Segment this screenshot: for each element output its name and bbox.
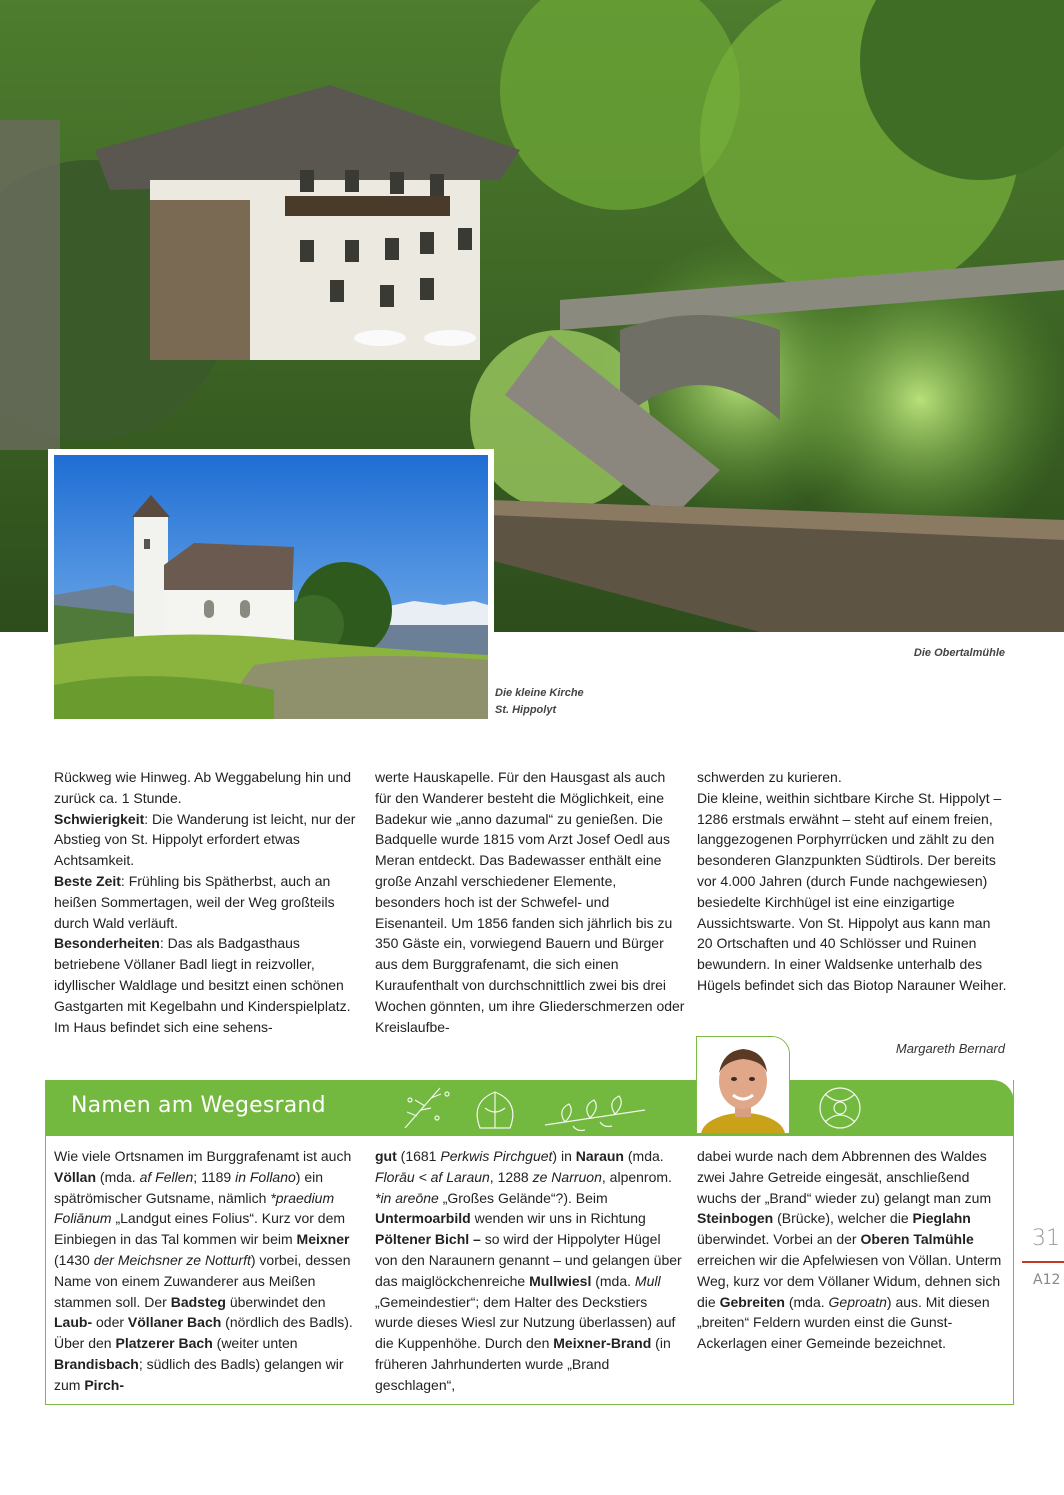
- article-column-3: [697, 767, 1009, 996]
- article-column-1: [54, 767, 359, 1037]
- historic-form: af Fellen: [139, 1168, 194, 1185]
- place-name: Pirch-: [84, 1376, 125, 1393]
- box-title: Namen am Wegesrand: [71, 1093, 326, 1118]
- article-label: Schwierigkeit: [54, 810, 145, 827]
- place-name: Badsteg: [170, 1293, 226, 1310]
- article-column-1-paragraph: Rückweg wie Hinweg. Ab Weggabelung hin und zurück ca. 1 Stunde.: [54, 769, 352, 806]
- place-name: Völlaner Bach: [127, 1314, 222, 1331]
- place-name: Meixner: [296, 1231, 350, 1248]
- article-column-2-text: werte Hauskapelle. Für den Hausgast als auch für den Wanderer besteht die Möglichkeit, eine Badekur wie „anno dazumal“ zu genießen. Die Badquelle wurde 1815 vom Arzt Josef Oedl aus Meran entdeckt. Das Badewasser enthält eine große Anzahl verschiedener Elemente, besonders hoch ist der Schwefel- und Eisenanteil. Um 1856 fanden sich jährlich bis zu 350 Gäste ein, vorwiegend Bauern und Bürger aus dem Burggrafenamt, die sich einen Kuraufenthalt von durchschnittlich zwei bis drei Wochen gönnten, um ihre Gliederschmerzen oder Kreislaufbe-: [375, 769, 685, 1035]
- box-column-2: [375, 1146, 687, 1396]
- place-name: Völlan: [54, 1168, 97, 1185]
- article-column-1-paragraph: Besonderheiten: Das als Badgasthaus betriebene Völlaner Badl liegt in reizvoller, idyllischer Waldlage und besitzt einen schönen Gastgarten mit Kegelbahn und Kinderspielplatz. Im Haus befindet sich eine sehens-: [54, 935, 351, 1035]
- author-name: Margareth Bernard: [895, 1041, 1005, 1056]
- place-name: Pieglahn: [912, 1210, 971, 1227]
- author-portrait: [696, 1036, 790, 1134]
- place-name: Brandisbach: [54, 1355, 139, 1372]
- historic-form: Perkwis Pirchguet: [440, 1148, 553, 1164]
- box-paragraph: dabei wurde nach dem Abbrennen des Waldes zwei Jahre Getreide eingesät, anschließend wuchs der „Brand“ wieder zu) gelangt man zum Steinbogen (Brücke), welcher die Pieglahn überwindet. Vorbei an der Oberen Talmühle erreichen wir die Apfelwiesen von Völlan. Unterm Weg, kurz vor dem Völlaner Widum, dehnen sich die Gebreiten (mda. Geproatn) aus. Mit diesen „breiten“ Feldern wurden einst die Gunst-Ackerlagen einer Gemeinde bezeichnet.: [697, 1148, 1002, 1352]
- place-name: Meixner-Brand: [553, 1335, 652, 1352]
- historic-form: ze Narruon: [532, 1168, 602, 1185]
- inset-photo-st-hippolyt: [54, 455, 488, 719]
- article-label: Besonderheiten: [54, 935, 160, 952]
- historic-form: in Follano: [235, 1168, 296, 1185]
- article-column-1-paragraph: Schwierigkeit: Die Wanderung ist leicht, nur der Abstieg von St. Hippolyt erfordert etwas Achtsamkeit.: [54, 810, 356, 869]
- place-name: Pöltener Bichl –: [375, 1231, 481, 1248]
- inset-caption-line1: Die kleine Kirche: [495, 687, 584, 699]
- inset-photo-frame: [48, 449, 494, 725]
- inset-caption: [495, 685, 584, 719]
- article-label: Beste Zeit: [54, 872, 121, 889]
- page-number: 31: [1032, 1226, 1060, 1251]
- article-column-2: [375, 767, 685, 1037]
- box-column-1: [54, 1146, 362, 1396]
- place-name: Gebreiten: [719, 1293, 785, 1310]
- historic-form: der Meichsner ze Notturft: [93, 1251, 251, 1268]
- place-name: Platzerer Bach: [115, 1335, 213, 1352]
- page-code: A12: [1033, 1272, 1061, 1288]
- place-name: Oberen Talmühle: [860, 1231, 974, 1248]
- historic-form: Mull: [634, 1272, 661, 1289]
- article-column-3-p1: schwerden zu kurieren.: [697, 769, 842, 785]
- historic-form: *in areōne: [375, 1189, 439, 1206]
- place-name: Steinbogen: [697, 1210, 774, 1227]
- historic-form: Florāu < af Laraun: [375, 1168, 490, 1185]
- box-paragraph: Wie viele Ortsnamen im Burggrafenamt ist auch Völlan (mda. af Fellen; 1189 in Follano) ein spätrömischer Gutsname, nämlich *praedium Foliānum „Landgut eines Folius“. Kurz vor dem Einbiegen in das Tal kommen wir beim Meixner (1430 der Meichsner ze Notturft) vorbei, dessen Name von einem Zuwanderer aus Meißen stammen soll. Der Badsteg überwindet den Laub- oder Völlaner Bach (nördlich des Badls). Über den Platzerer Bach (weiter unten Brandisbach; südlich des Badls) gelangen wir zum Pirch-: [54, 1148, 353, 1393]
- inset-caption-line2: St. Hippolyt: [495, 704, 557, 716]
- historic-form: *praedium Foliānum: [54, 1189, 335, 1227]
- article-column-1-paragraph: Beste Zeit: Frühling bis Spätherbst, auch an heißen Sommertagen, weil der Weg großteils durch Wald verläuft.: [54, 872, 335, 931]
- box-paragraph: gut (1681 Perkwis Pirchguet) in Naraun (mda. Florāu < af Laraun, 1288 ze Narruon, alpenrom. *in areōne „Großes Gelände“?). Beim Untermoarbild wenden wir uns in Richtung Pöltener Bichl – so wird der Hippolyter Hügel von den Naraunern genannt – und gelangen über das maiglöckchenreiche Mullwiesl (mda. Mull „Gemeindestier“; dem Halter des Deckstiers wurde dieses Wiesl zur Nutzung überlassen) auf die Kuppenhöhe. Durch den Meixner-Brand (in früheren Jahrhunderten wurde „Brand geschlagen“,: [375, 1148, 682, 1393]
- place-name: Laub-: [54, 1314, 93, 1331]
- place-name: gut: [375, 1148, 397, 1164]
- box-column-3: [697, 1146, 1009, 1354]
- place-name: Naraun: [575, 1148, 624, 1164]
- place-name: Untermoarbild: [375, 1210, 471, 1227]
- page-rule: [1022, 1261, 1064, 1263]
- historic-form: Geproatn: [828, 1293, 887, 1310]
- article-column-3-p2: Die kleine, weithin sichtbare Kirche St. Hippolyt – 1286 erstmals erwähnt – steht auf einem freien, langgezogenen Porphyrrücken und zählt zu den besonderen Glanzpunkten Südtirols. Der bereits vor 4.000 Jahren (durch Funde nachgewiesen) besiedelte Kirchhügel ist eine einzigartige Aussichtswarte. Von St. Hippolyt aus kann man 20 Ortschaften und 40 Schlösser und Ruinen bewundern. In einer Waldsenke unterhalb des Hügels befindet sich das Biotop Narauner Weiher.: [697, 789, 1007, 993]
- place-name: Mullwiesl: [529, 1272, 592, 1289]
- hero-caption: Die Obertalmühle: [913, 647, 1005, 659]
